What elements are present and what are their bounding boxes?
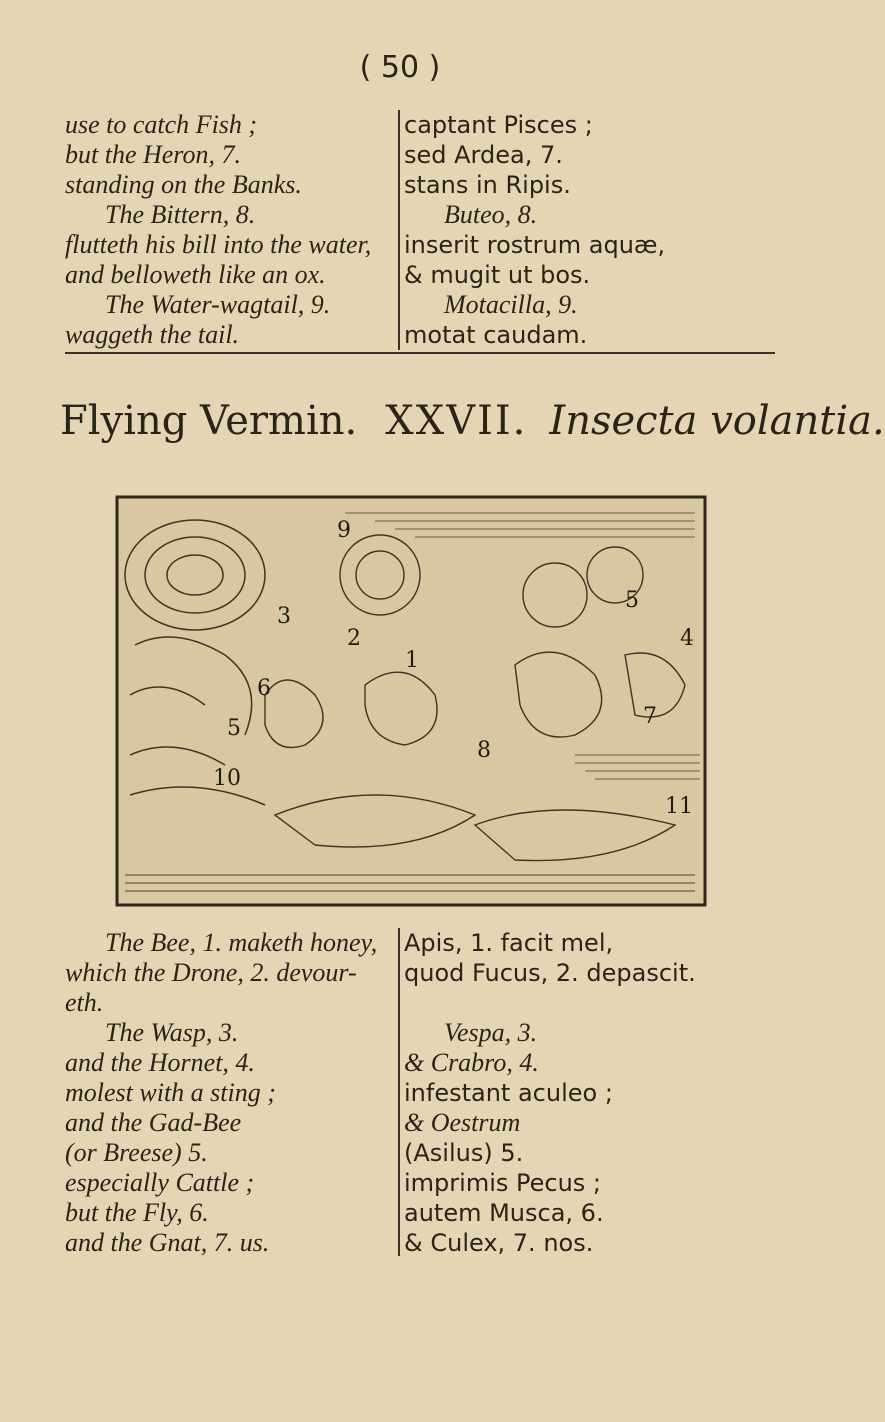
bottom-english-column [65,928,425,1258]
latin-line: Buteo, 8. [444,200,538,229]
plate-number: 2 [347,626,361,651]
english-line: The Water-wagtail, 9. [105,290,331,319]
latin-line: stans in Ripis. [404,171,571,199]
plate-number: 1 [405,648,419,673]
english-line: especially Cattle ; [65,1168,255,1197]
latin-line: Motacilla, 9. [444,290,578,319]
top-english-column [65,110,395,350]
english-line: use to catch Fish ; [65,110,258,139]
top-latin-column [398,110,784,350]
english-line: waggeth the tail. [65,320,240,349]
plate-number: 8 [477,738,491,763]
english-line: The Wasp, 3. [105,1018,239,1047]
latin-line: Vespa, 3. [444,1018,538,1047]
english-line: and the Gad-Bee [65,1108,242,1137]
english-line: but the Fly, 6. [65,1198,209,1227]
plate-number: 11 [665,794,693,819]
english-line: flutteth his bill into the water, [65,230,372,259]
plate-number: 5 [227,716,241,741]
english-line: and belloweth like an ox. [65,260,326,289]
plate-number: 9 [337,518,351,543]
english-line: and the Gnat, 7. us. [65,1228,270,1257]
heading-latin: Insecta volantia. [549,398,885,444]
latin-line: captant Pisces ; [404,111,593,139]
section-heading [60,398,885,444]
page-number: ( 50 ) [359,50,441,85]
latin-line: imprimis Pecus ; [404,1169,602,1197]
insect-engraving [115,495,707,907]
english-line: but the Heron, 7. [65,140,241,169]
plate-number: 5 [625,588,639,613]
latin-line: sed Ardea, 7. [404,141,563,169]
heading-number: XXVII. [385,398,528,444]
latin-line: quod Fucus, 2. depascit. [404,959,696,987]
latin-line: & Culex, 7. nos. [404,1229,594,1257]
bottom-latin-column [398,928,784,1256]
english-line: standing on the Banks. [65,170,302,199]
plate-number: 6 [257,676,271,701]
latin-line: infestant aculeo ; [404,1079,613,1107]
latin-line: (Asilus) 5. [404,1139,524,1167]
engraving-plate [115,495,707,907]
latin-line: & Oestrum [404,1108,521,1137]
latin-line: autem Musca, 6. [404,1199,604,1227]
latin-line: motat caudam. [404,321,588,349]
english-line: The Bee, 1. maketh honey, [105,928,378,957]
latin-line: inserit rostrum aquæ, [404,231,666,259]
latin-line: & Crabro, 4. [404,1048,539,1077]
english-line: which the Drone, 2. devour- [65,958,357,987]
english-line: molest with a sting ; [65,1078,276,1107]
english-line: eth. [65,988,104,1017]
plate-number: 3 [277,604,291,629]
heading-english: Flying Vermin. [60,398,358,444]
english-line: and the Hornet, 4. [65,1048,255,1077]
latin-line: & mugit ut bos. [404,261,591,289]
latin-line: Apis, 1. facit mel, [404,929,614,957]
english-line: The Bittern, 8. [105,200,256,229]
latin-line [404,988,784,1018]
english-line: (or Breese) 5. [65,1138,208,1167]
plate-number: 7 [643,704,657,729]
plate-number: 4 [680,626,694,651]
section-divider [65,352,775,354]
plate-number: 10 [213,766,241,791]
